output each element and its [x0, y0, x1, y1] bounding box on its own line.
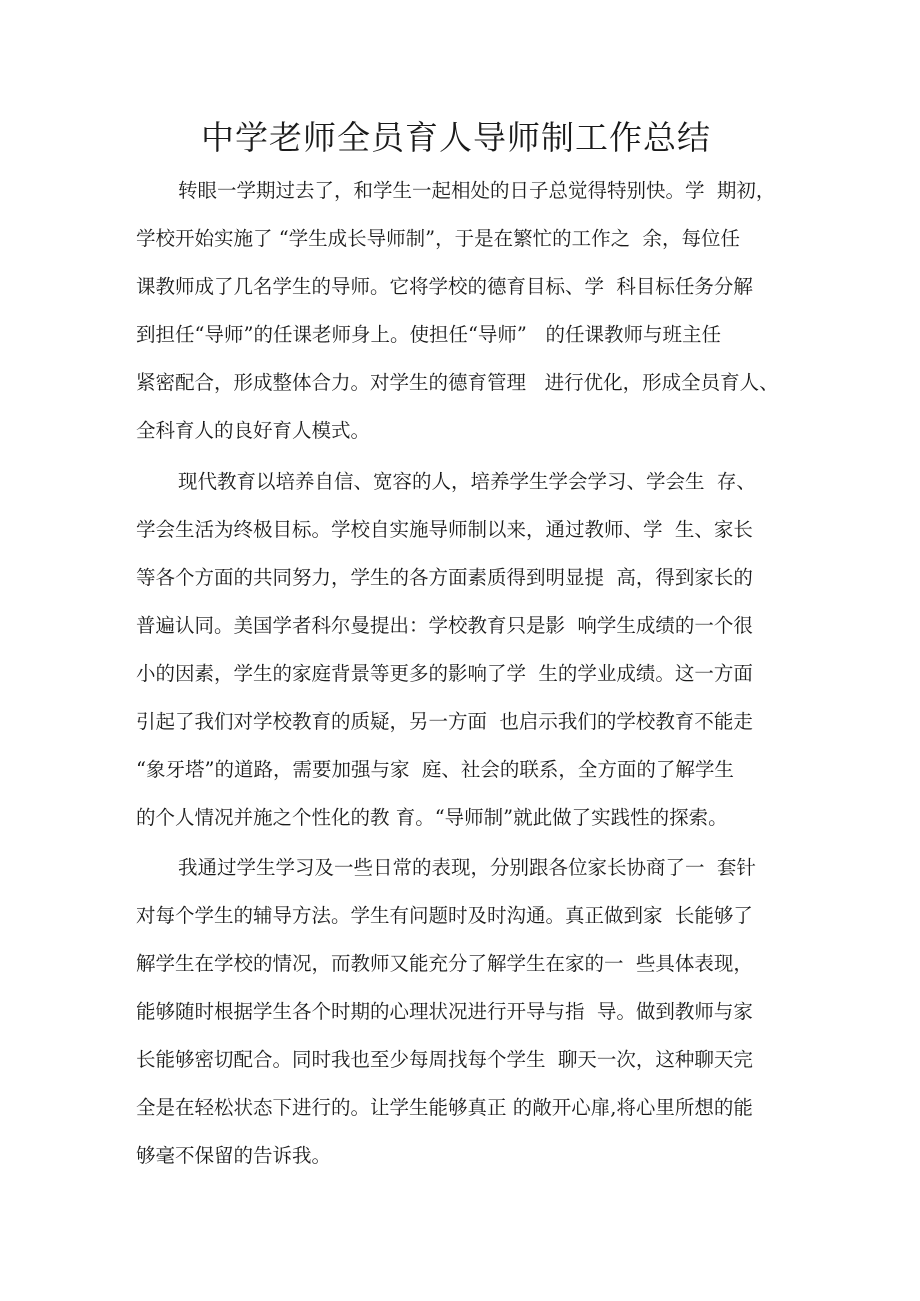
paragraph-2-line-5: 小的因素，学生的家庭背景等更多的影响了学 生的学业成绩。这一方面	[136, 662, 753, 685]
paragraph-1-line-2: 学校开始实施了 “学生成长导师制”，于是在繁忙的工作之 余，每位任	[136, 227, 741, 250]
paragraph-3-line-4: 能够随时根据学生各个时期的心理状况进行开导与指 导。做到教师与家	[136, 1000, 753, 1023]
paragraph-1-line-3: 课教师成了几名学生的导师。它将学校的德育目标、学 科目标任务分解	[136, 275, 753, 298]
paragraph-2-line-3: 等各个方面的共同努力，学生的各方面素质得到明显提 高，得到家长的	[136, 566, 753, 589]
paragraph-2-line-2: 学会生活为终极目标。学校自实施导师制以来，通过教师、学 生、家长	[136, 518, 753, 541]
paragraph-1-line-4: 到担任“导师”的任课老师身上。使担任“导师” 的任课教师与班主任	[136, 323, 721, 346]
paragraph-2-line-7: “象牙塔”的道路，需要加强与家 庭、社会的联系，全方面的了解学生	[136, 758, 734, 781]
paragraph-1-line-6: 全科育人的良好育人模式。	[136, 419, 371, 442]
paragraph-2-line-6: 引起了我们对学校教育的质疑，另一方面 也启示我们的学校教育不能走	[136, 710, 753, 733]
paragraph-3-line-2: 对每个学生的辅导方法。学生有问题时及时沟通。真正做到家 长能够了	[136, 904, 753, 927]
paragraph-3-line-7: 够毫不保留的告诉我。	[136, 1144, 332, 1167]
document-title: 中学老师全员育人导师制工作总结	[201, 118, 711, 157]
paragraph-2-line-4: 普遍认同。美国学者科尔曼提出：学校教育只是影 响学生成绩的一个很	[136, 614, 753, 637]
paragraph-3-line-1: 我通过学生学习及一些日常的表现，分别跟各位家长协商了一 套针	[178, 856, 756, 879]
paragraph-1-line-1: 转眼一学期过去了，和学生一起相处的日子总觉得特别快。学 期初，	[178, 179, 776, 202]
paragraph-1-line-5: 紧密配合，形成整体合力。对学生的德育管理 进行优化，形成全员育人、	[136, 371, 779, 394]
paragraph-2-line-8: 的个人情况并施之个性化的教 育。“导师制”就此做了实践性的探索。	[136, 806, 728, 829]
paragraph-3-line-5: 长能够密切配合。同时我也至少每周找每个学生 聊天一次，这种聊天完	[136, 1048, 753, 1071]
paragraph-3-line-3: 解学生在学校的情况，而教师又能充分了解学生在家的一 些具体表现，	[136, 952, 753, 975]
paragraph-3-line-6: 全是在轻松状态下进行的。让学生能够真正 的敞开心扉,将心里所想的能	[136, 1096, 753, 1119]
paragraph-2-line-1: 现代教育以培养自信、宽容的人，培养学生学会学习、学会生 存、	[178, 470, 756, 493]
